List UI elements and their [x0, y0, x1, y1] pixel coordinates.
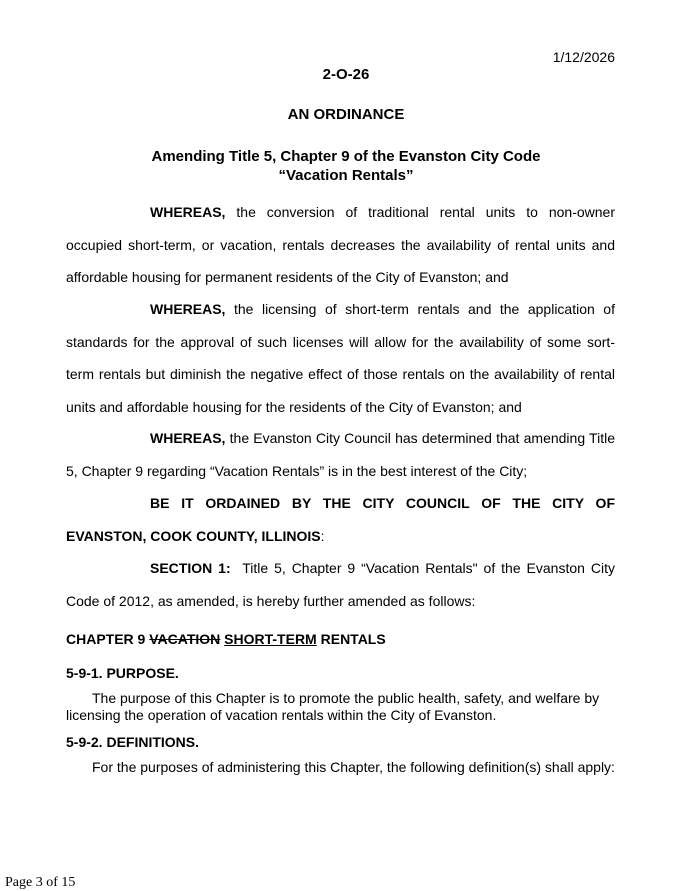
recital-text: the licensing of short-term rentals and the application of standards for the approval of such licenses will allow for the availability of some sort-term rentals but diminish the negative effect of those rentals on the availability of rental units and affordable housing for the residents of the City of Evanston; and: [66, 301, 615, 415]
recital-text: the conversion of traditional rental units to non-owner occupied short-term, or vacation, rentals decreases the availability of rental units and affordable housing for permanent residents of the City of Evanston; and: [66, 204, 615, 285]
subtitle-line-1: Amending Title 5, Chapter 9 of the Evanston City Code: [151, 148, 541, 165]
ordinance-subtitle: [0, 147, 692, 185]
section-heading-definitions: 5-9-2. DEFINITIONS.: [66, 734, 200, 750]
section-body-text: The purpose of this Chapter is to promote the public health, safety, and welfare by licensing the operation of vacation rentals within the City of Evanston.: [66, 690, 600, 723]
chapter-suffix: RENTALS: [316, 631, 386, 647]
page-number: Page 3 of 15: [5, 875, 76, 890]
document-date: 1/12/2026: [552, 49, 615, 65]
chapter-heading: [66, 631, 386, 647]
ordaining-colon: :: [320, 527, 325, 544]
recital-paragraph-2: [66, 293, 615, 423]
recital-lead: WHEREAS,: [150, 430, 226, 446]
section-1-paragraph: [66, 552, 619, 617]
chapter-prefix: CHAPTER 9: [66, 631, 150, 647]
recital-lead: WHEREAS,: [150, 301, 226, 317]
section-1-text: Title 5, Chapter 9 “Vacation Rentals" of the Evanston City Code of 2012, as amended, is hereby further amended as follows:: [66, 560, 619, 609]
section-body-definitions: [66, 759, 626, 776]
deleted-text: VACATION: [149, 631, 221, 647]
ordinance-number: 2-O-26: [322, 66, 370, 83]
recital-text: the Evanston City Council has determined that amending Title 5, Chapter 9 regarding “Vacation Rentals” is in the best interest of the City;: [66, 430, 615, 479]
inserted-text: SHORT-TERM: [224, 631, 317, 647]
section-1-lead: SECTION 1:: [150, 560, 231, 576]
recital-paragraph-1: [66, 196, 615, 294]
ordinance-label: AN ORDINANCE: [287, 106, 405, 123]
section-body-purpose: [66, 690, 626, 724]
recital-paragraph-3: [66, 422, 615, 487]
section-body-text: For the purposes of administering this Chapter, the following definition(s) shall apply:: [92, 759, 615, 775]
section-heading-purpose: 5-9-1. PURPOSE.: [66, 665, 179, 681]
recital-lead: WHEREAS,: [150, 204, 226, 220]
ordaining-clause: [66, 487, 615, 552]
ordaining-text: BE IT ORDAINED BY THE CITY COUNCIL OF THE CITY OF EVANSTON, COOK COUNTY, ILLINOIS: [66, 495, 615, 544]
subtitle-line-2: “Vacation Rentals”: [278, 167, 414, 184]
